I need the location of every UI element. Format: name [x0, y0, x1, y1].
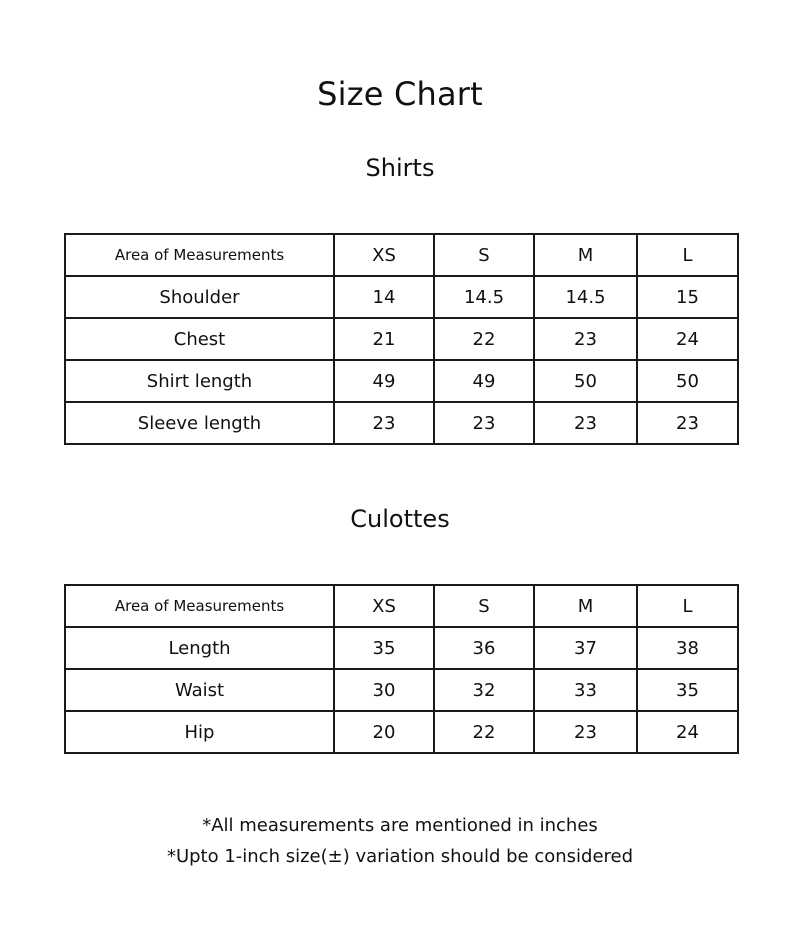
header-cell-s: S — [434, 585, 534, 627]
cell-l: 24 — [637, 711, 738, 753]
footnote-variation: *Upto 1-inch size(±) variation should be considered — [166, 846, 634, 867]
row-label: Chest — [65, 318, 334, 360]
cell-xs: 14 — [334, 276, 434, 318]
header-cell-area: Area of Measurements — [65, 585, 334, 627]
table-row — [65, 318, 738, 360]
cell-xs: 49 — [334, 360, 434, 402]
table-row — [65, 669, 738, 711]
table-row — [65, 360, 738, 402]
row-label: Sleeve length — [65, 402, 334, 444]
cell-s: 14.5 — [434, 276, 534, 318]
cell-m: 23 — [534, 318, 637, 360]
cell-m: 50 — [534, 360, 637, 402]
page-title: Size Chart — [317, 75, 483, 113]
cell-s: 23 — [434, 402, 534, 444]
footnote-units: *All measurements are mentioned in inches — [202, 815, 598, 836]
row-label: Shoulder — [65, 276, 334, 318]
cell-l: 50 — [637, 360, 738, 402]
cell-s: 36 — [434, 627, 534, 669]
cell-l: 23 — [637, 402, 738, 444]
header-cell-l: L — [637, 585, 738, 627]
cell-s: 22 — [434, 318, 534, 360]
row-label: Hip — [65, 711, 334, 753]
header-cell-area: Area of Measurements — [65, 234, 334, 276]
cell-l: 38 — [637, 627, 738, 669]
cell-l: 35 — [637, 669, 738, 711]
table-row — [65, 627, 738, 669]
header-cell-s: S — [434, 234, 534, 276]
cell-s: 22 — [434, 711, 534, 753]
row-label: Shirt length — [65, 360, 334, 402]
footnotes — [0, 810, 800, 872]
cell-l: 15 — [637, 276, 738, 318]
cell-xs: 21 — [334, 318, 434, 360]
cell-xs: 35 — [334, 627, 434, 669]
cell-l: 24 — [637, 318, 738, 360]
cell-m: 23 — [534, 402, 637, 444]
table-header-row — [65, 585, 738, 627]
table-header-row — [65, 234, 738, 276]
shirts-section-title: Shirts — [365, 154, 435, 182]
cell-m: 14.5 — [534, 276, 637, 318]
row-label: Length — [65, 627, 334, 669]
row-label: Waist — [65, 669, 334, 711]
table-row — [65, 402, 738, 444]
culottes-section-title: Culottes — [350, 505, 450, 533]
cell-s: 49 — [434, 360, 534, 402]
cell-xs: 30 — [334, 669, 434, 711]
table-row — [65, 711, 738, 753]
culottes-size-table — [64, 584, 739, 754]
table-row — [65, 276, 738, 318]
shirts-size-table — [64, 233, 739, 445]
header-cell-xs: XS — [334, 585, 434, 627]
cell-s: 32 — [434, 669, 534, 711]
cell-xs: 20 — [334, 711, 434, 753]
cell-xs: 23 — [334, 402, 434, 444]
header-cell-m: M — [534, 234, 637, 276]
cell-m: 23 — [534, 711, 637, 753]
cell-m: 33 — [534, 669, 637, 711]
header-cell-l: L — [637, 234, 738, 276]
header-cell-xs: XS — [334, 234, 434, 276]
cell-m: 37 — [534, 627, 637, 669]
header-cell-m: M — [534, 585, 637, 627]
